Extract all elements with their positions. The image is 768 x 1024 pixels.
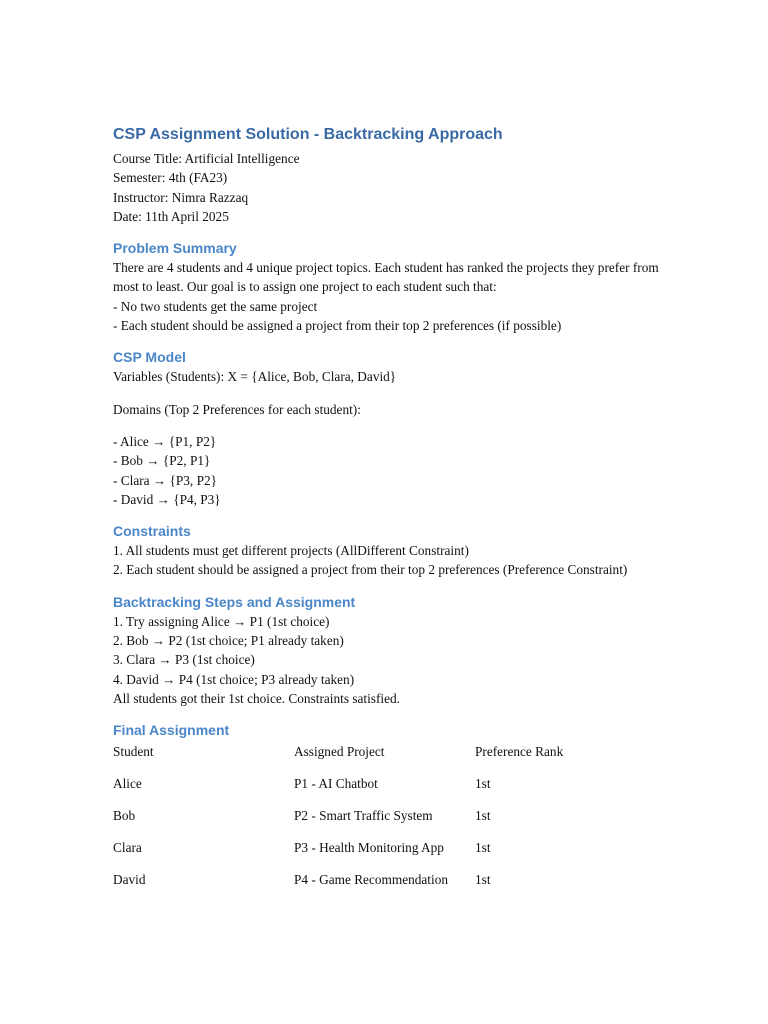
document-content xyxy=(113,124,673,902)
problem-summary-heading: Problem Summary xyxy=(113,240,237,257)
constraint-item: 1. All students must get different projects (AllDifferent Constraint) xyxy=(113,543,469,559)
table-cell: 1st xyxy=(475,872,491,888)
problem-summary-intro: There are 4 students and 4 unique project topics. Each student has ranked the projects they prefer from most to least. Our goal is to assign one project to each student such that: xyxy=(113,260,659,295)
assignment-table xyxy=(113,742,673,902)
backtracking-section xyxy=(113,592,673,708)
constraints-section xyxy=(113,521,673,580)
table-row xyxy=(113,838,673,870)
backtracking-step: 3. Clara → P3 (1st choice) xyxy=(113,652,255,668)
meta-course: Course Title: Artificial Intelligence xyxy=(113,151,300,166)
table-cell: 1st xyxy=(475,808,491,824)
meta-date: Date: 11th April 2025 xyxy=(113,208,229,224)
table-cell: David xyxy=(113,872,146,888)
table-cell: Bob xyxy=(113,808,136,824)
domain-item: - Alice → {P1, P2} xyxy=(113,433,217,449)
backtracking-heading: Backtracking Steps and Assignment xyxy=(113,593,356,610)
table-cell: P3 - Health Monitoring App xyxy=(294,840,444,856)
meta-instructor: Instructor: Nimra Razzaq xyxy=(113,189,249,205)
backtracking-step: 2. Bob → P2 (1st choice; P1 already taken) xyxy=(113,633,344,649)
constraints-heading: Constraints xyxy=(113,523,191,540)
column-header: Preference Rank xyxy=(475,744,564,760)
column-header: Student xyxy=(113,744,154,760)
table-cell: P1 - AI Chatbot xyxy=(294,776,378,792)
domain-item: - Clara → {P3, P2} xyxy=(113,472,217,488)
csp-variables: Variables (Students): X = {Alice, Bob, Clara, David} xyxy=(113,369,397,385)
backtracking-step: 4. David → P4 (1st choice; P3 already taken) xyxy=(113,671,355,687)
domain-item: - Bob → {P2, P1} xyxy=(113,453,211,469)
table-cell: 1st xyxy=(475,776,491,792)
problem-summary-bullet: - No two students get the same project xyxy=(113,298,318,314)
column-header: Assigned Project xyxy=(294,744,385,760)
domain-item: - David → {P4, P3} xyxy=(113,491,221,507)
table-cell: P4 - Game Recommendation xyxy=(294,872,448,888)
meta-semester: Semester: 4th (FA23) xyxy=(113,170,228,186)
table-cell: 1st xyxy=(475,840,491,856)
table-row xyxy=(113,806,673,838)
constraint-item: 2. Each student should be assigned a project from their top 2 preferences (Preference Constraint) xyxy=(113,562,628,578)
final-assignment-heading: Final Assignment xyxy=(113,722,230,739)
final-assignment-section xyxy=(113,720,673,902)
table-cell: Clara xyxy=(113,840,142,856)
table-cell: P2 - Smart Traffic System xyxy=(294,808,433,824)
csp-model-heading: CSP Model xyxy=(113,349,186,366)
csp-domains-title: Domains (Top 2 Preferences for each student): xyxy=(113,401,361,417)
table-cell: Alice xyxy=(113,776,142,792)
problem-summary-bullet: - Each student should be assigned a project from their top 2 preferences (if possible) xyxy=(113,318,562,334)
backtracking-conclusion: All students got their 1st choice. Constraints satisfied. xyxy=(113,690,400,706)
document-title: CSP Assignment Solution - Backtracking Approach xyxy=(113,126,503,143)
table-row xyxy=(113,774,673,806)
table-row xyxy=(113,870,673,902)
table-header-row xyxy=(113,742,673,774)
problem-summary-section xyxy=(113,238,673,335)
csp-model-section xyxy=(113,347,673,509)
backtracking-step: 1. Try assigning Alice → P1 (1st choice) xyxy=(113,613,330,629)
